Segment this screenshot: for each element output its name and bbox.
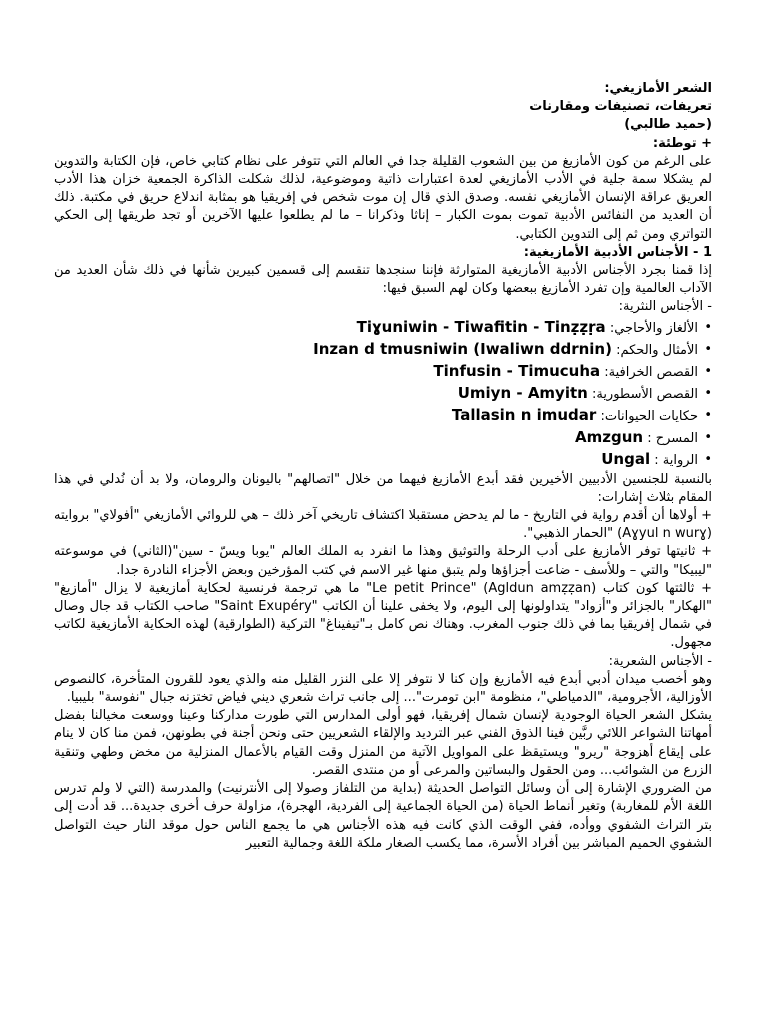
point-one: + أولاها أن أقدم رواية في التاريخ - ما لم يدحض مستقبلا اكتشاف تاريخي آخر ذلك – هي للروائي الأمازيغي "أفولاي" بروايته (Aɣyul n wurɣ) "الحمار الذهبي". [54, 508, 712, 542]
genre-latin: Umiyn - Amyitn [457, 383, 588, 402]
genre-arabic: المسرح : [647, 430, 698, 446]
genre-arabic: الرواية : [654, 452, 698, 468]
genre-arabic: القصص الأسطورية: [591, 386, 698, 402]
genre-latin: Tinfusin - Timucuha [433, 361, 601, 380]
list-item [54, 361, 712, 383]
author-name: (حميد طالبي) [624, 117, 712, 133]
list-item [54, 339, 712, 361]
genre-arabic: الأمثال والحكم: [616, 342, 698, 358]
prose-genre-list [54, 317, 712, 471]
genre-latin: Inzan d tmusniwin (Iwaliwn ddrnin) [313, 339, 612, 358]
point-two: + ثانيتها توفر الأمازيغ على أدب الرحلة والتوثيق وهذا ما انفرد به الملك العالم "يوبا ويسّ - سين"(الثاني) في موسوعته "ليبيكا" والتي – وللأسف - ضاعت أجزاؤها ولم يتبق منها غير الاسم في كتب المؤرخين وبعض الأجزاء النادرة جدا. [54, 544, 712, 578]
genre-latin: Tiɣuniwin - Tiwafitin - Tinẓẓṛa [356, 317, 606, 336]
section1-paragraph: إذا قمنا بجرد الأجناس الأدبية الأمازيغية المتوارثة فإننا سنجدها تنقسم إلى قسمين كبيرين شأنها في ذلك شأن العديد من الآداب العالمية وإن تفرد الأمازيغ ببعضها وكان لهم السبق فيها: [54, 263, 712, 297]
prose-note: بالنسبة للجنسين الأدبيين الأخيرين فقد أبدع الأمازيغ فيهما من خلال "اتصالهم" باليونان والرومان، ولا بد أن نُدلي في هذا المقام بثلاث إشارات: [54, 471, 712, 505]
prose-label: - الأجناس النثرية: [618, 299, 712, 315]
intro-heading: + توطئة: [652, 135, 712, 151]
poetry-paragraph-3: من الضروري الإشارة إلى أن وسائل التواصل الحديثة (بداية من التلفاز وصولا إلى الأنترنيت) والمدرسة (التي لا ولم تدرس اللغة الأم للمغاربة) وتغير أنماط الحياة (من الحياة الجماعية إلى الفردية، الهجرة)، مزاولة حرف أخرى جديدة... قد أدت إلى بتر التراث الشفوي ووأده، ففي الوقت الذي كانت فيه هذه الأجناس هي ما يجمع الناس حول موقد النار حيث التواصل الشفوي الحميم المباشر بين أفراد الأسرة، مما يكسب الصغار ملكة اللغة وجمالية التعبير [54, 781, 712, 851]
section1-heading: 1 - الأجناس الأدبية الأمازيغية: [523, 244, 712, 260]
genre-latin: Amzgun [575, 427, 644, 446]
genre-arabic: القصص الخرافية: [604, 364, 698, 380]
document-title: الشعر الأمازيغي: [604, 81, 712, 96]
list-item [54, 427, 712, 449]
genre-arabic: حكايات الحيوانات: [600, 408, 698, 424]
document-subtitle: تعريفات، تصنيفات ومقارنات [529, 99, 712, 115]
genre-arabic: الألغاز والأحاجي: [609, 320, 698, 336]
intro-paragraph: على الرغم من كون الأمازيغ من بين الشعوب القليلة جدا في العالم التي تتوفر على نظام كتابي خاص، فإن الكتابة والتدوين لم يشكلا سمة جلية في الأدب الأمازيغي لعدة اعتبارات ذاتية وموضوعية، لذلك شكلت الذاكرة الجمعية خزان هذا الأدب العريق عراقة الإنسان الأمازيغي نفسه. وصدق الذي قال إن موت شخص في إفريقيا هو بمثابة اندلاع حريق في مكتبة. ذلك أن العديد من النفائس الأدبية تموت بموت الكبار – إناثا وذكرانا – ما لم يطلعوا عليها الآخرين أو تجد طريقها إلى الحكي التواتري ومن ثم إلى التدوين الكتابي. [54, 153, 712, 242]
list-item [54, 405, 712, 427]
point-three: + ثالثتها كون كتاب (Agldun amẓẓan) "Le petit Prince" ما هي ترجمة فرنسية لحكاية أمازيغية لا يزال "أمازيغ" "الهكار" بالجزائر و"أزواد" يتداولونها إلى اليوم، ولا يخفى علينا أن الكاتب "Saint Exupéry" صاحب الكتاب قد جال وصال في شمال إفريقيا بما في ذلك جنوب المغرب. وهناك نص كامل بـ"تيفيناغ" التركية (الطوارقية) لهذه الحكاية الأمازيغية لكاتب مجهول. [54, 580, 713, 651]
genre-latin: Ungal [601, 449, 651, 468]
genre-latin: Tallasin n imudar [451, 405, 597, 424]
poetry-label: - الأجناس الشعرية: [608, 653, 712, 669]
list-item [54, 383, 712, 405]
poetry-paragraph-1: وهو أخصب ميدان أدبي أبدع فيه الأمازيغ وإن كنا لا نتوفر إلا على النزر القليل منه والذي يعود للقرون المتأخرة، كالنصوص الأوزالية، الأجرومية، "الدمياطي"، منظومة "ابن تومرت"... إلى جانب تراث شعري ديني فياض تختزنه جبال "نفوسة" بليبيا. [54, 671, 712, 706]
list-item [54, 449, 712, 471]
poetry-paragraph-2: يشكل الشعر الحياة الوجودية لإنسان شمال إفريقيا، فهو أولى المدارس التي طورت مداركنا وعينا ووسعت مخيالنا بفضل أمهاتنا الشواعر اللائي ربَّين فينا الذوق الفني عبر الترديد والإلقاء الشعريين حتى ونحن أجنة في بطونهن، فمن منا كان لا ينام على إيقاع أهزوجة "ريرو" ويستيقظ على المواويل الآتية من المنزل وقت القيام بالأعمال المنزلية من مخض وطهي وتنقية الزرع من الشوائب... ومن الحقول والبساتين والمرعى أو من منتدى القصر. [54, 708, 712, 778]
list-item [54, 317, 712, 339]
